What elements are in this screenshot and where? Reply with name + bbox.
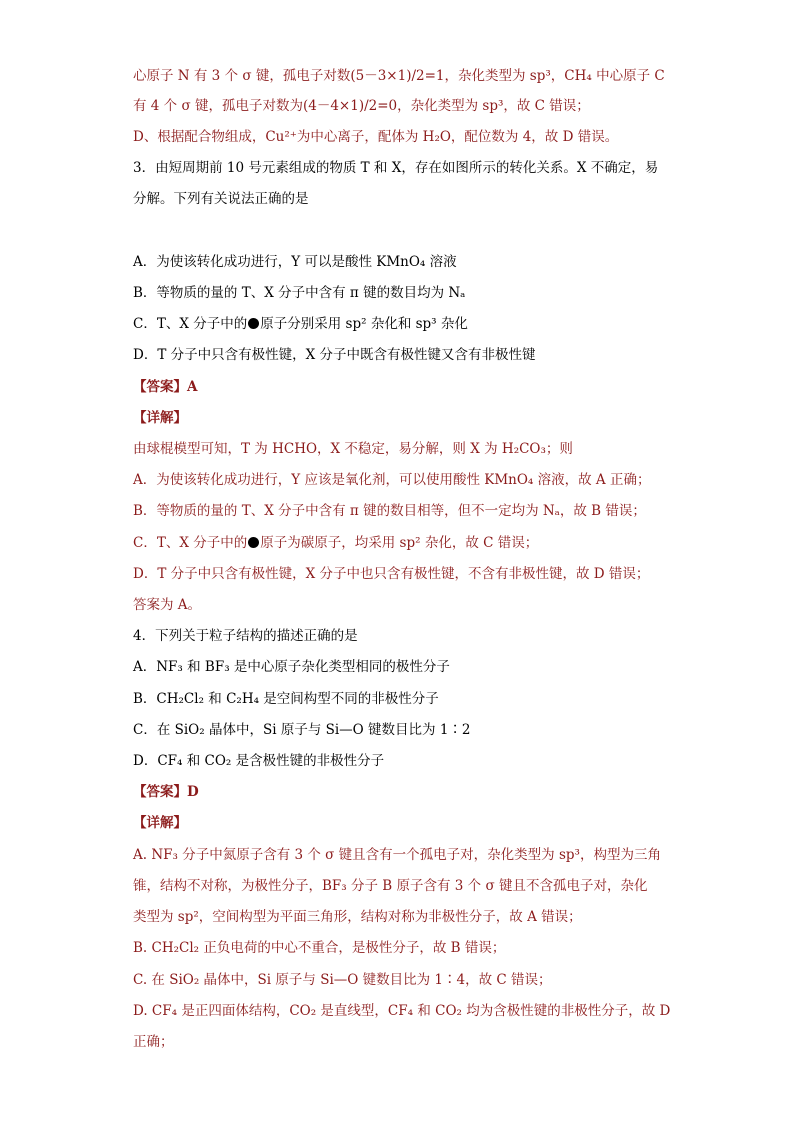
option-b: B．CH₂Cl₂ 和 C₂H₄ 是空间构型不同的非极性分子 [133,691,439,707]
option-a: A．为使该转化成功进行，Y 可以是酸性 KMnO₄ 溶液 [133,254,457,270]
question-3-stem: 分解。下列有关说法正确的是 [133,191,309,207]
explanation-line: 正确； [133,1034,174,1050]
explanation-label: 【详解】 [133,410,187,426]
explanation-line: D．T 分子中只含有极性键，X 分子中也只含有极性键，不含有非极性键，故 D 错误； [133,566,650,582]
question-4-stem: 4．下列关于粒子结构的描述正确的是 [133,628,358,644]
option-a: A．NF₃ 和 BF₃ 是中心原子杂化类型相同的极性分子 [133,659,450,675]
explanation-line: A. NF₃ 分子中氮原子含有 3 个 σ 键且含有一个孤电子对，杂化类型为 sp³，构型为三角 [133,847,661,863]
explanation-text: C．T、X 分子中的 [133,535,248,551]
question-3-stem: 3．由短周期前 10 号元素组成的物质 T 和 X，存在如图所示的转化关系。X 不确定，易 [133,160,659,176]
explanation-line: B．等物质的量的 T、X 分子中含有 π 键的数目相等，但不一定均为 Nₐ，故 B 错误； [133,503,646,519]
explanation-line [133,533,773,553]
explanation-line: D. CF₄ 是正四面体结构，CO₂ 是直线型，CF₄ 和 CO₂ 均为含极性键的非极性分子，故 D [133,1003,671,1019]
atom-ball-icon [248,537,259,548]
option-c: C．在 SiO₂ 晶体中，Si 原子与 Si—O 键数目比为 1∶2 [133,722,471,738]
option-b: B．等物质的量的 T、X 分子中含有 π 键的数目均为 Nₐ [133,285,466,301]
explanation-line: A．为使该转化成功进行，Y 应该是氧化剂，可以使用酸性 KMnO₄ 溶液，故 A 正确； [133,472,651,488]
option-d: D．T 分子中只含有极性键，X 分子中既含有极性键又含有非极性键 [133,347,536,363]
explanation-line: 心原子 N 有 3 个 σ 键，孤电子对数(5－3×1)/2=1，杂化类型为 sp³，CH₄ 中心原子 C [133,68,665,84]
explanation-line: C. 在 SiO₂ 晶体中，Si 原子与 Si—O 键数目比为 1∶4，故 C 错误； [133,972,552,988]
explanation-line: 答案为 A。 [133,597,202,613]
explanation-label: 【详解】 [133,815,187,831]
explanation-line: 锥，结构不对称，为极性分子，BF₃ 分子 B 原子含有 3 个 σ 键且不含孤电子对，杂化 [133,878,648,894]
explanation-line: B. CH₂Cl₂ 正负电荷的中心不重合，是极性分子，故 B 错误； [133,940,506,956]
option-c [133,314,773,334]
explanation-line: 类型为 sp²，空间构型为平面三角形，结构对称为非极性分子，故 A 错误； [133,909,582,925]
explanation-text: 原子为碳原子，均采用 sp² 杂化，故 C 错误； [260,535,539,551]
explanation-line: D、根据配合物组成，Cu²⁺为中心离子，配体为 H₂O，配位数为 4，故 D 错误。 [133,129,619,145]
explanation-line: 有 4 个 σ 键，孤电子对数为(4－4×1)/2=0，杂化类型为 sp³，故 C 错误； [133,98,590,114]
atom-ball-icon [248,318,259,329]
option-c-text: C．T、X 分子中的 [133,316,248,332]
option-d: D．CF₄ 和 CO₂ 是含极性键的非极性分子 [133,753,385,769]
explanation-line: 由球棍模型可知，T 为 HCHO，X 不稳定，易分解，则 X 为 H₂CO₃；则 [133,441,573,457]
answer-label: 【答案】A [133,379,198,395]
option-c-text: 原子分别采用 sp² 杂化和 sp³ 杂化 [260,316,468,332]
answer-label: 【答案】D [133,784,199,800]
